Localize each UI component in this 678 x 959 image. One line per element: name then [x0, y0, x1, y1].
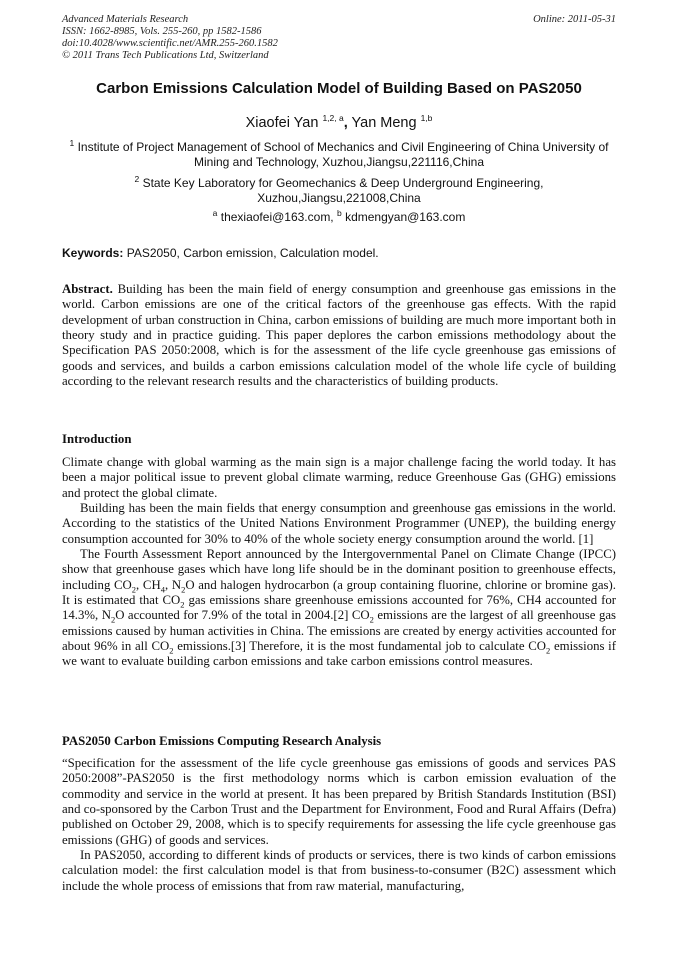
paragraph: Climate change with global warming as the main sign is a major challenge facing the world today. It has been a major political issue to prevent global climate warming, reduce Greenhouse Gas (GHG) emissions and protect the global climate.: [62, 455, 616, 500]
affiliation-marker: 1: [69, 138, 75, 148]
pas2050-body: [62, 756, 616, 894]
section-heading-pas2050: PAS2050 Carbon Emissions Computing Research Analysis: [62, 734, 382, 748]
keywords-label: Keywords:: [62, 246, 124, 260]
journal-header: [62, 14, 616, 62]
affiliation-2: [58, 176, 620, 206]
paragraph: Building has been the main fields that energy consumption and greenhouse gas emissions in the world. According to the statistics of the United Nations Environment Programmer (UNEP), the building energy consumption accounted for 30% to 40% of the whole society energy consumption around the world. [1]: [62, 501, 616, 546]
affiliation-text: Institute of Project Management of School of Mechanics and Civil Engineering of China University of Mining and Technology, Xuzhou,Jiangsu,221116,China: [77, 140, 609, 169]
keywords-text: PAS2050, Carbon emission, Calculation model.: [126, 246, 379, 260]
abstract-label: Abstract.: [62, 282, 113, 296]
author-name: Yan Meng: [351, 115, 417, 131]
copyright-line: © 2011 Trans Tech Publications Ltd, Switzerland: [62, 50, 269, 61]
section-heading-introduction: Introduction: [62, 432, 132, 446]
affiliation-text: State Key Laboratory for Geomechanics & Deep Underground Engineering, Xuzhou,Jiangsu,221008,China: [142, 176, 544, 205]
affiliation-marker: 2: [134, 174, 140, 184]
journal-name: Advanced Materials Research: [62, 14, 189, 25]
author-name: Xiaofei Yan: [245, 115, 319, 131]
paragraph: In PAS2050, according to different kinds of products or services, there is two kinds of carbon emissions calculation model: the first calculation model is that from business-to-consumer (B2C) assessment which include the whole process of emissions that from raw material, manufacturing,: [62, 848, 616, 893]
author-separator: ,: [343, 115, 348, 131]
paper-title: Carbon Emissions Calculation Model of Building Based on PAS2050: [96, 80, 582, 97]
online-date: Online: 2011-05-31: [533, 14, 616, 25]
author-superscript: 1,2, a: [322, 113, 344, 124]
abstract-text: Building has been the main field of energy consumption and greenhouse gas emissions in the world. Carbon emissions are one of the critical factors of the greenhouse gas effects. With the rapid development of urban construction in China, carbon emissions of building are much more important both in theory study and in practice guiding. This paper deplores the carbon emissions methodology about the Specification PAS 2050:2008, which is for the assessment of the life cycle greenhouse gas emissions of goods and services, and builds a carbon emissions calculation model of the whole life cycle of building according to the relevant research results and the characteristics of building products.: [62, 282, 616, 389]
paragraph: The Fourth Assessment Report announced by the Intergovernmental Panel on Climate Change (IPCC) show that greenhouse gases which have long life should be in the dominant position to greenhouse effects, including $CO_2$, $CH_4$, $N_2O$ and halogen hydrocarbon (a group containing fluorine, chlorine or bromine gas). It is estimated that $CO_2$ gas emissions share greenhouse emissions accounted for 76%, CH4 accounted for 14.3%, $N_2O$ accounted for 7.9% of the total in 2004.[2] $CO_2$ emissions are the largest of all greenhouse gas emissions caused by human activities in China. The emissions are created by energy activities accounted for about 96% in all $CO_2$ emissions.[3] Therefore, it is the most fundamental job to calculate $CO_2$ emissions if we want to evaluate building carbon emissions and take carbon emissions control measures.: [62, 547, 617, 669]
introduction-body: [62, 455, 616, 670]
email-marker: b: [337, 208, 342, 218]
affiliation-1: [58, 140, 620, 170]
email-address: kdmengyan@163.com: [345, 210, 466, 224]
author-line: [40, 114, 638, 132]
author-superscript: 1,b: [420, 113, 433, 124]
email-marker: a: [212, 208, 218, 218]
issn-line: ISSN: 1662-8985, Vols. 255-260, pp 1582-1586: [62, 26, 262, 37]
keywords: [62, 246, 616, 261]
email-address: thexiaofei@163.com,: [220, 210, 334, 224]
paragraph: “Specification for the assessment of the life cycle greenhouse gas emissions of goods and services PAS 2050:2008”-PAS2050 is the first methodology norms which is carbon emission evaluation of the commodity and service in the world at present. It has been prepared by British Standards Institution (BSI) and co-sponsored by the Carbon Trust and the Department for Environment, Food and Rural Affairs (Defra) published on October 29, 2008, which is to specify requirements for assessing the life cycle greenhouse gas emissions (GHG) of goods and services.: [62, 756, 616, 847]
doi-line: doi:10.4028/www.scientific.net/AMR.255-260.1582: [62, 38, 278, 49]
email-line: [40, 210, 638, 225]
abstract: [62, 282, 616, 389]
